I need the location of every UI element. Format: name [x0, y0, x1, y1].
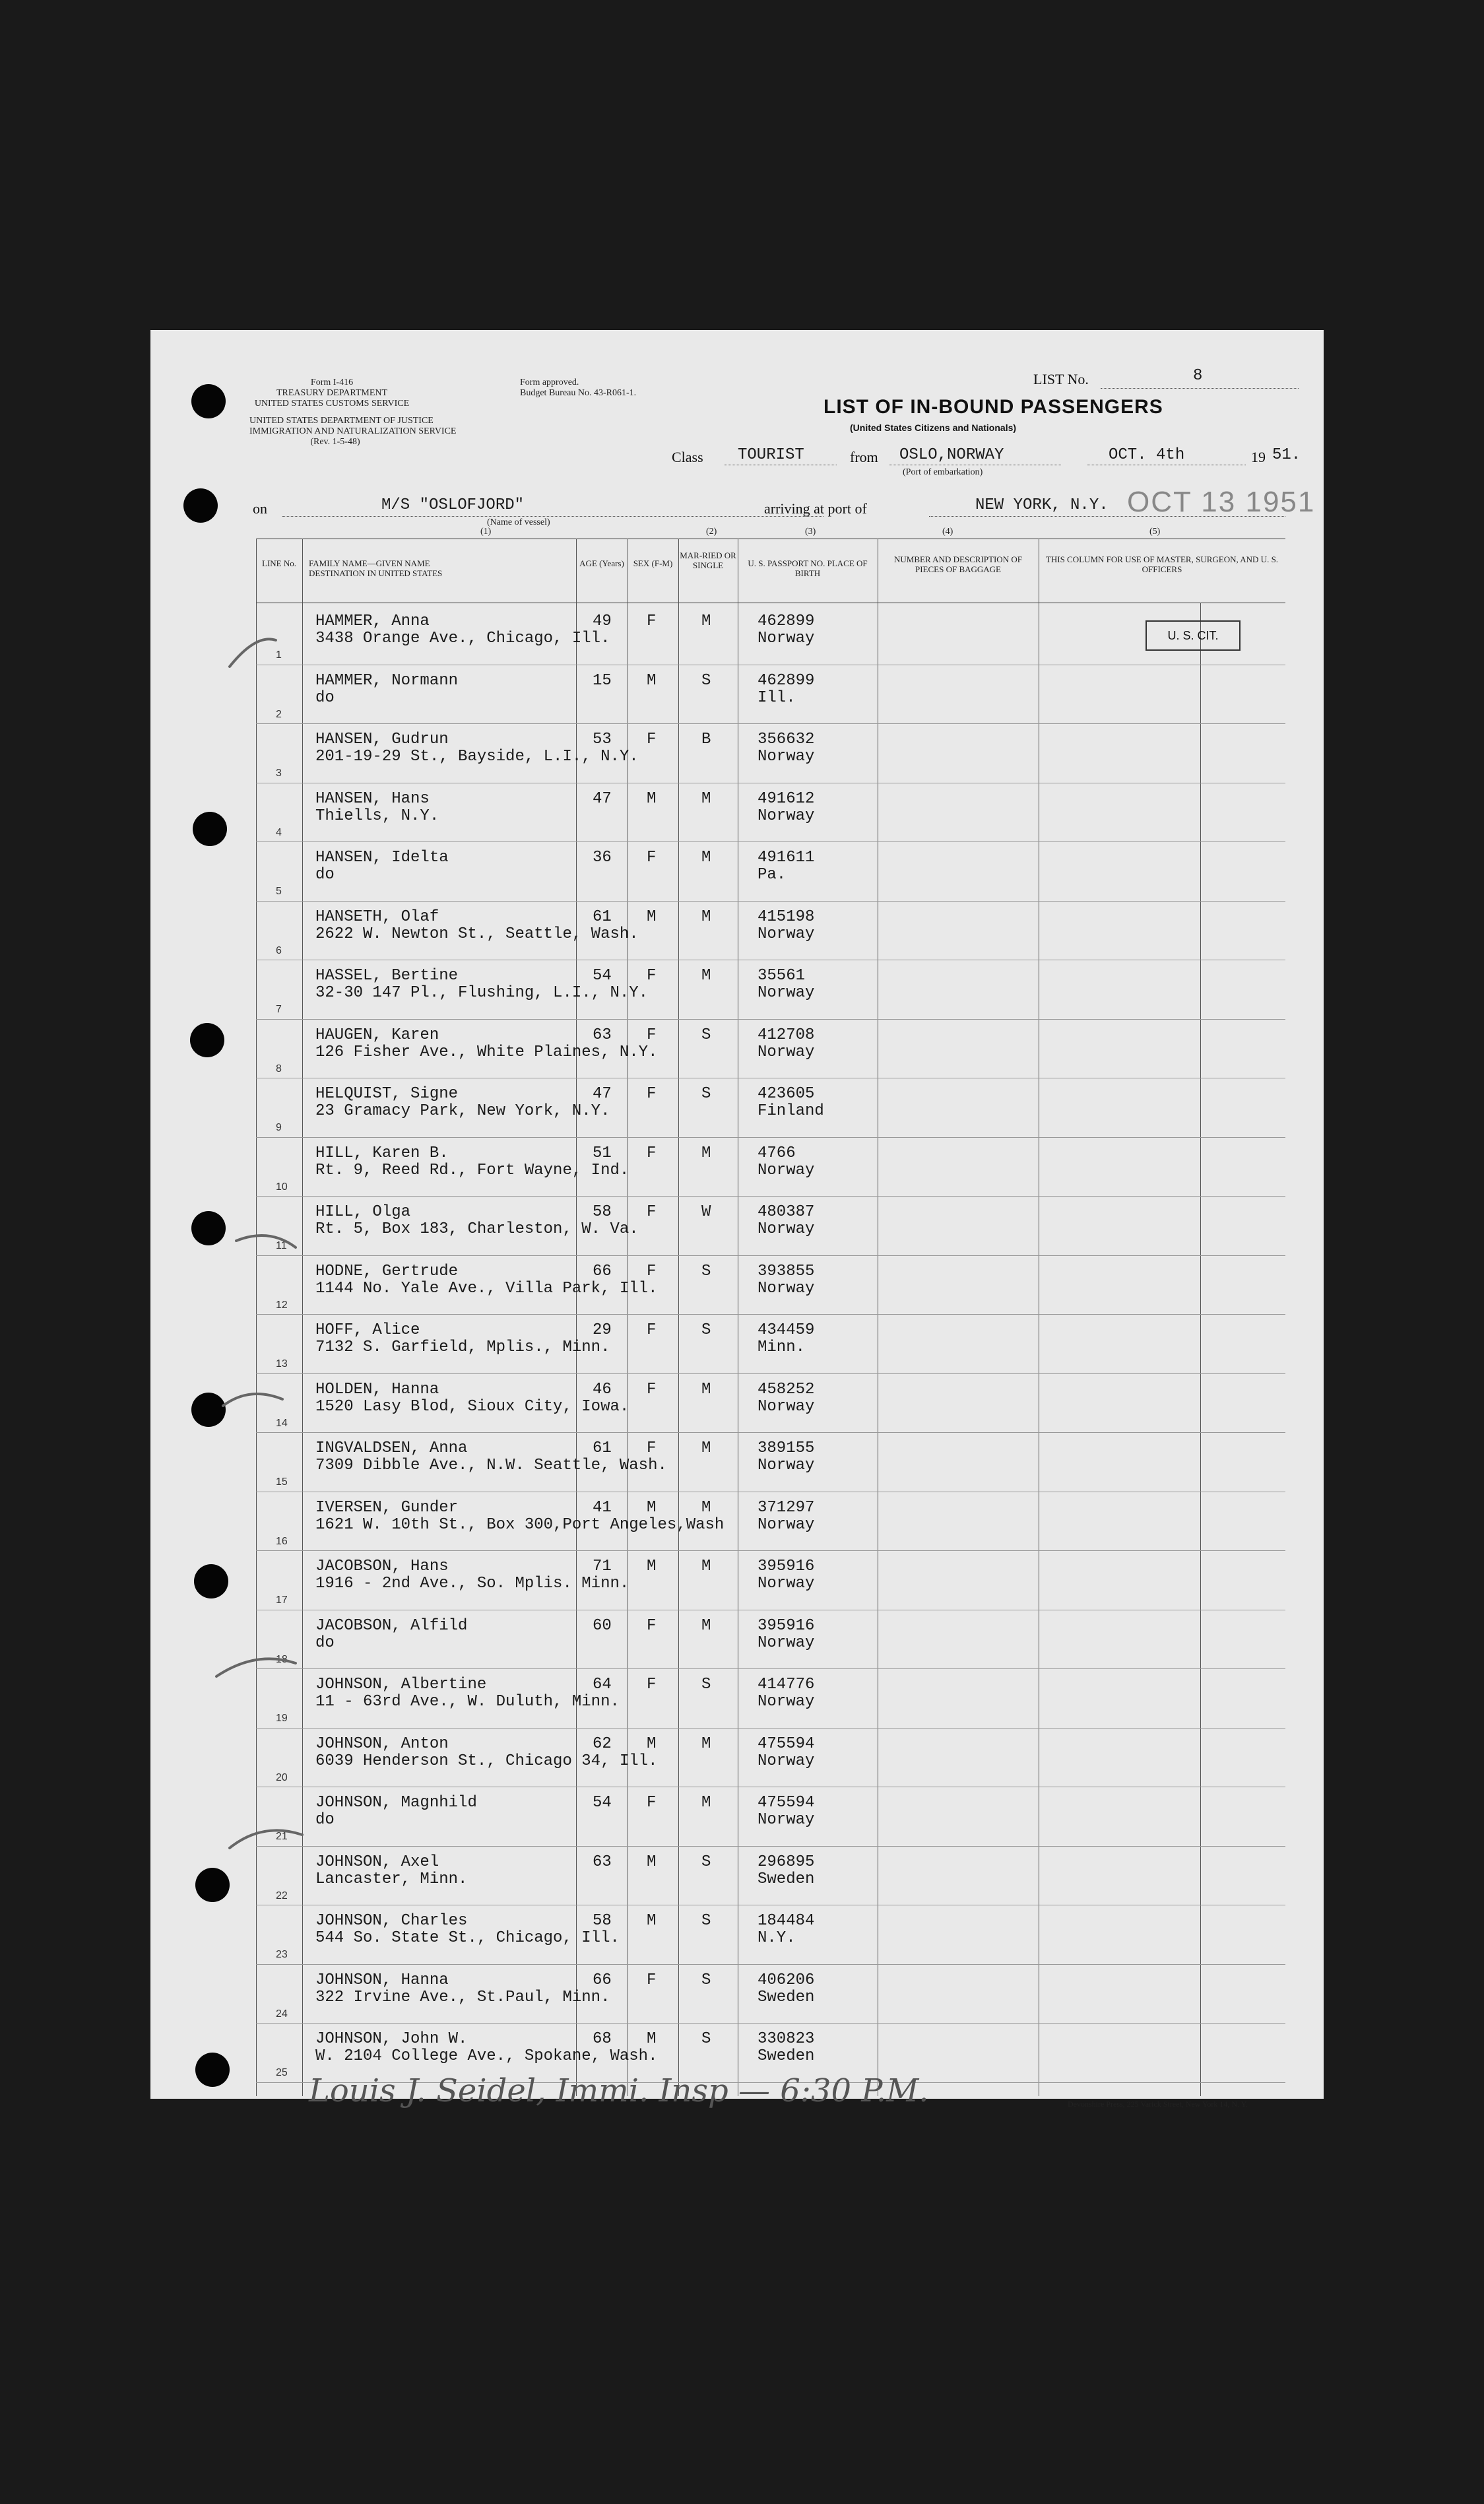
doj-label: UNITED STATES DEPARTMENT OF JUSTICE	[249, 416, 434, 426]
passenger-destination: Rt. 9, Reed Rd., Fort Wayne, Ind.	[315, 1161, 629, 1179]
passenger-age: 64	[593, 1676, 612, 1694]
vessel-name: M/S "OSLOFJORD"	[381, 496, 525, 514]
passenger-marital-status: S	[701, 1026, 711, 1044]
line-number: 4	[276, 826, 282, 838]
passenger-marital-status: M	[701, 612, 711, 630]
passenger-age: 51	[593, 1144, 612, 1162]
passenger-marital-status: M	[701, 967, 711, 985]
passenger-sex: M	[647, 907, 657, 926]
passenger-age: 58	[593, 1912, 612, 1930]
place-of-birth: Norway	[758, 1633, 815, 1652]
passenger-sex: M	[647, 1498, 657, 1517]
place-of-birth: Norway	[758, 1752, 815, 1770]
col-num-1: (1)	[480, 527, 492, 537]
passenger-marital-status: W	[701, 1203, 711, 1221]
arrival-date-stamp: OCT 13 1951	[1127, 486, 1316, 518]
line-number: 15	[276, 1476, 288, 1488]
passport-number: 395916	[758, 1616, 815, 1635]
passenger-destination: Lancaster, Minn.	[315, 1870, 468, 1888]
place-of-birth: Sweden	[758, 2047, 815, 2065]
year-value: 51.	[1272, 446, 1301, 464]
col-header-name: FAMILY NAME—GIVEN NAME DESTINATION IN UNITED STATES	[309, 558, 443, 578]
passenger-age: 36	[593, 849, 612, 867]
passenger-name: HOFF, Alice	[315, 1321, 420, 1339]
place-of-birth: Sweden	[758, 1988, 815, 2006]
col-header-sex: SEX (F-M)	[633, 558, 673, 568]
us-citizen-stamp: U. S. CIT.	[1145, 620, 1241, 651]
passenger-sex: M	[647, 1558, 657, 1575]
passenger-marital-status: M	[701, 1558, 711, 1575]
passenger-age: 66	[593, 1262, 612, 1280]
from-label: from	[850, 449, 878, 465]
line-number: 9	[276, 1122, 282, 1133]
passport-number: 356632	[758, 731, 815, 748]
date-value: OCT. 4th	[1109, 446, 1185, 464]
embark-note: (Port of embarkation)	[903, 467, 983, 477]
passport-number: 406206	[758, 1971, 815, 1989]
passenger-sex: F	[647, 1676, 657, 1694]
line-number: 14	[276, 1417, 288, 1429]
passenger-sex: F	[647, 731, 657, 748]
passenger-age: 71	[593, 1558, 612, 1575]
passenger-marital-status: M	[701, 1498, 711, 1517]
passenger-name: HILL, Olga	[315, 1203, 411, 1221]
passenger-destination: 1621 W. 10th St., Box 300,Port Angeles,Wash	[315, 1515, 725, 1534]
vessel-note: (Name of vessel)	[487, 517, 550, 527]
line-number: 21	[276, 1831, 288, 1842]
passport-number: 491611	[758, 849, 815, 867]
page-title: LIST OF IN-BOUND PASSENGERS	[823, 396, 1163, 418]
passenger-sex: M	[647, 789, 657, 808]
place-of-birth: Norway	[758, 984, 815, 1002]
line-number: 7	[276, 1004, 282, 1015]
passenger-destination: W. 2104 College Ave., Spokane, Wash.	[315, 2047, 658, 2065]
passenger-name: IVERSEN, Gunder	[315, 1498, 459, 1517]
budget-bureau: Budget Bureau No. 43-R061-1.	[520, 388, 637, 398]
passenger-marital-status: S	[701, 1321, 711, 1339]
passenger-age: 41	[593, 1498, 612, 1517]
passport-number: 395916	[758, 1558, 815, 1575]
place-of-birth: Norway	[758, 1043, 815, 1061]
line-number: 5	[276, 886, 282, 897]
col-num-5: (5)	[1149, 527, 1161, 537]
passenger-marital-status: S	[701, 671, 711, 690]
passenger-sex: F	[647, 1203, 657, 1221]
form-number: Form I-416	[310, 378, 354, 387]
passenger-marital-status: M	[701, 789, 711, 808]
passenger-destination: 1520 Lasy Blod, Sioux City, Iowa.	[315, 1397, 629, 1416]
treasury-label: TREASURY DEPARTMENT	[276, 388, 388, 398]
passenger-destination: Rt. 5, Box 183, Charleston, W. Va.	[315, 1220, 639, 1238]
arrival-port: NEW YORK, N.Y.	[975, 496, 1109, 514]
passenger-age: 63	[593, 1026, 612, 1044]
on-label: on	[253, 500, 267, 517]
passenger-destination: 6039 Henderson St., Chicago 34, Ill.	[315, 1752, 658, 1770]
passport-number: 462899	[758, 612, 815, 630]
passenger-destination: 201-19-29 St., Bayside, L.I., N.Y.	[315, 748, 639, 766]
passenger-sex: F	[647, 612, 657, 630]
passenger-destination: Thiells, N.Y.	[315, 807, 439, 825]
passenger-marital-status: M	[701, 1794, 711, 1812]
passenger-destination: 126 Fisher Ave., White Plaines, N.Y.	[315, 1043, 658, 1061]
passenger-sex: F	[647, 1026, 657, 1044]
passenger-destination: 544 So. State St., Chicago, Ill.	[315, 1929, 620, 1947]
passenger-age: 54	[593, 1794, 612, 1812]
list-no-label: LIST No.	[1033, 371, 1089, 387]
document-page	[150, 330, 1324, 2109]
col-header-age: AGE (Years)	[579, 558, 624, 568]
passenger-sex: M	[647, 671, 657, 690]
passenger-marital-status: S	[701, 1676, 711, 1694]
punch-hole	[183, 488, 218, 523]
passenger-age: 61	[593, 1439, 612, 1457]
passport-number: 475594	[758, 1734, 815, 1753]
place-of-birth: Norway	[758, 1279, 815, 1298]
punch-hole	[191, 384, 226, 418]
line-number: 8	[276, 1063, 282, 1074]
place-of-birth: Norway	[758, 748, 815, 766]
place-of-birth: Norway	[758, 1397, 815, 1416]
passport-number: 462899	[758, 671, 815, 690]
revision-label: (Rev. 1-5-48)	[310, 437, 360, 447]
passenger-sex: F	[647, 1971, 657, 1989]
passenger-marital-status: M	[701, 1144, 711, 1162]
passenger-name: HELQUIST, Signe	[315, 1085, 459, 1103]
passenger-age: 60	[593, 1616, 612, 1635]
place-of-birth: Norway	[758, 1220, 815, 1238]
passport-number: 423605	[758, 1085, 815, 1103]
passenger-age: 66	[593, 1971, 612, 1989]
place-of-birth: Minn.	[758, 1338, 806, 1356]
passenger-age: 54	[593, 967, 612, 985]
passenger-marital-status: M	[701, 907, 711, 926]
passenger-destination: 3438 Orange Ave., Chicago, Ill.	[315, 630, 610, 647]
passenger-name: HANSEN, Idelta	[315, 849, 449, 867]
passenger-name: JOHNSON, Charles	[315, 1912, 468, 1930]
check-marks	[177, 594, 348, 2112]
line-number: 12	[276, 1299, 288, 1311]
passenger-name: HASSEL, Bertine	[315, 967, 459, 985]
line-number: 22	[276, 1890, 288, 1901]
printer-credit: Devonshire Press, 225 Varick Street, New York 14, N. Y.	[1068, 2099, 1248, 2109]
passport-number: 414776	[758, 1676, 815, 1694]
col-header-married: MAR-RIED OR SINGLE	[680, 550, 736, 570]
col-num-2: (2)	[706, 527, 717, 537]
passenger-marital-status: M	[701, 1380, 711, 1399]
form-number-block	[249, 378, 414, 409]
col-header-line: LINE No.	[262, 558, 296, 568]
passenger-name: JOHNSON, Magnhild	[315, 1794, 477, 1812]
passenger-age: 53	[593, 731, 612, 748]
passport-number: 35561	[758, 967, 806, 985]
passenger-sex: F	[647, 1794, 657, 1812]
passport-number: 415198	[758, 907, 815, 926]
passport-number: 393855	[758, 1262, 815, 1280]
passenger-name: HAUGEN, Karen	[315, 1026, 439, 1044]
passenger-name: HOLDEN, Hanna	[315, 1380, 439, 1399]
line-number: 1	[276, 649, 282, 661]
line-number: 24	[276, 2008, 288, 2020]
passenger-name: JOHNSON, Hanna	[315, 1971, 449, 1989]
passenger-sex: F	[647, 967, 657, 985]
passenger-name: JACOBSON, Alfild	[315, 1616, 468, 1635]
passenger-name: JOHNSON, Axel	[315, 1853, 439, 1871]
passenger-name: HAMMER, Anna	[315, 612, 430, 630]
passport-number: 184484	[758, 1912, 815, 1930]
passenger-sex: M	[647, 2030, 657, 2048]
passenger-destination: 1144 No. Yale Ave., Villa Park, Ill.	[315, 1279, 658, 1298]
passenger-name: HANSEN, Gudrun	[315, 731, 449, 748]
from-value: OSLO,NORWAY	[899, 446, 1004, 464]
passenger-marital-status: M	[701, 1439, 711, 1457]
passenger-marital-status: M	[701, 849, 711, 867]
class-value: TOURIST	[738, 446, 804, 464]
col-header-passport: U. S. PASSPORT NO. PLACE OF BIRTH	[748, 558, 868, 578]
passenger-age: 58	[593, 1203, 612, 1221]
place-of-birth: Norway	[758, 1693, 815, 1711]
passenger-age: 68	[593, 2030, 612, 2048]
passport-number: 4766	[758, 1144, 796, 1162]
passenger-age: 47	[593, 1085, 612, 1103]
passenger-destination: do	[315, 1633, 335, 1652]
passport-number: 475594	[758, 1794, 815, 1812]
check-mark	[230, 639, 276, 667]
passenger-marital-status: B	[701, 731, 711, 748]
passport-number: 371297	[758, 1498, 815, 1517]
passenger-destination: 7132 S. Garfield, Mplis., Minn.	[315, 1338, 610, 1356]
check-mark	[236, 1236, 296, 1247]
line-number: 23	[276, 1949, 288, 1960]
ins-label: IMMIGRATION AND NATURALIZATION SERVICE	[249, 426, 457, 436]
line-number: 6	[276, 944, 282, 956]
col-header-baggage: NUMBER AND DESCRIPTION OF PIECES OF BAGGAGE	[894, 554, 1022, 574]
passenger-destination: 7309 Dibble Ave., N.W. Seattle, Wash.	[315, 1457, 667, 1474]
passport-number: 412708	[758, 1026, 815, 1044]
check-mark	[216, 1659, 296, 1676]
line-number: 19	[276, 1713, 288, 1724]
passenger-sex: F	[647, 1085, 657, 1103]
passenger-name: JACOBSON, Hans	[315, 1558, 449, 1575]
passenger-sex: F	[647, 1616, 657, 1635]
inspector-signature: Louis J. Seidel, Immi. Insp — 6:30 P.M.	[309, 2072, 929, 2109]
line-number: 13	[276, 1358, 288, 1369]
passenger-destination: 23 Gramacy Park, New York, N.Y.	[315, 1102, 610, 1120]
line-number: 2	[276, 708, 282, 720]
passenger-sex: M	[647, 1853, 657, 1871]
passenger-destination: do	[315, 866, 335, 884]
passenger-name: JOHNSON, John W.	[315, 2030, 468, 2048]
passenger-destination: 322 Irvine Ave., St.Paul, Minn.	[315, 1988, 610, 2006]
col-num-3: (3)	[805, 527, 816, 537]
passenger-age: 29	[593, 1321, 612, 1339]
line-number: 20	[276, 1771, 288, 1783]
passenger-marital-status: M	[701, 1616, 711, 1635]
place-of-birth: Norway	[758, 1575, 815, 1593]
passenger-name: INGVALDSEN, Anna	[315, 1439, 468, 1457]
passenger-name: HODNE, Gertrude	[315, 1262, 459, 1280]
place-of-birth: Pa.	[758, 866, 787, 884]
approval-block	[520, 378, 678, 399]
passenger-marital-status: M	[701, 1734, 711, 1753]
passenger-sex: F	[647, 1262, 657, 1280]
passenger-marital-status: S	[701, 1085, 711, 1103]
passenger-destination: 32-30 147 Pl., Flushing, L.I., N.Y.	[315, 984, 649, 1002]
place-of-birth: Norway	[758, 1161, 815, 1179]
passenger-name: HILL, Karen B.	[315, 1144, 449, 1162]
place-of-birth: Norway	[758, 1515, 815, 1534]
passenger-sex: F	[647, 849, 657, 867]
passenger-marital-status: S	[701, 1971, 711, 1989]
passenger-age: 49	[593, 612, 612, 630]
place-of-birth: N.Y.	[758, 1929, 796, 1947]
list-no-value: 8	[1193, 367, 1203, 385]
passenger-destination: do	[315, 1811, 335, 1829]
arriving-label: arriving at port of	[764, 500, 867, 517]
place-of-birth: Norway	[758, 807, 815, 825]
passport-number: 330823	[758, 2030, 815, 2048]
passenger-age: 62	[593, 1734, 612, 1753]
class-label: Class	[672, 449, 703, 465]
passenger-sex: M	[647, 1734, 657, 1753]
passenger-age: 63	[593, 1853, 612, 1871]
passenger-sex: F	[647, 1439, 657, 1457]
col-num-4: (4)	[942, 527, 953, 537]
passenger-name: HANSEN, Hans	[315, 789, 430, 808]
passenger-sex: F	[647, 1144, 657, 1162]
passenger-marital-status: S	[701, 1853, 711, 1871]
passenger-destination: do	[315, 688, 335, 707]
passenger-age: 15	[593, 671, 612, 690]
passport-number: 458252	[758, 1380, 815, 1399]
customs-label: UNITED STATES CUSTOMS SERVICE	[254, 399, 410, 409]
passport-number: 434459	[758, 1321, 815, 1339]
passenger-sex: F	[647, 1321, 657, 1339]
page-subtitle: (United States Citizens and Nationals)	[850, 422, 1017, 433]
place-of-birth: Sweden	[758, 1870, 815, 1888]
passenger-age: 61	[593, 907, 612, 926]
line-number: 10	[276, 1181, 288, 1193]
col-header-officers: THIS COLUMN FOR USE OF MASTER, SURGEON, AND U. S. OFFICERS	[1045, 554, 1279, 574]
passenger-marital-status: S	[701, 2030, 711, 2048]
passport-number: 296895	[758, 1853, 815, 1871]
place-of-birth: Finland	[758, 1102, 824, 1120]
passenger-marital-status: S	[701, 1262, 711, 1280]
passenger-sex: F	[647, 1380, 657, 1399]
check-mark	[223, 1394, 282, 1406]
year-prefix: 19	[1251, 449, 1266, 465]
place-of-birth: Norway	[758, 925, 815, 943]
passenger-name: HAMMER, Normann	[315, 671, 459, 690]
passenger-name: HANSETH, Olaf	[315, 907, 439, 926]
line-number: 3	[276, 768, 282, 779]
place-of-birth: Norway	[758, 630, 815, 647]
line-number: 25	[276, 2067, 288, 2078]
doj-block	[249, 416, 457, 447]
place-of-birth: Ill.	[758, 688, 796, 707]
passport-number: 491612	[758, 789, 815, 808]
passenger-destination: 2622 W. Newton St., Seattle, Wash.	[315, 925, 639, 943]
passport-number: 389155	[758, 1439, 815, 1457]
passenger-marital-status: S	[701, 1912, 711, 1930]
line-number: 18	[276, 1653, 288, 1665]
place-of-birth: Norway	[758, 1811, 815, 1829]
check-mark	[230, 1830, 302, 1848]
passenger-age: 46	[593, 1380, 612, 1399]
line-number: 11	[276, 1240, 287, 1251]
passenger-destination: 11 - 63rd Ave., W. Duluth, Minn.	[315, 1693, 620, 1711]
place-of-birth: Norway	[758, 1457, 815, 1474]
line-number: 16	[276, 1535, 288, 1547]
form-approved: Form approved.	[520, 378, 579, 387]
passenger-name: JOHNSON, Anton	[315, 1734, 449, 1753]
passenger-name: JOHNSON, Albertine	[315, 1676, 487, 1694]
passenger-destination: 1916 - 2nd Ave., So. Mplis. Minn.	[315, 1575, 629, 1593]
passport-number: 480387	[758, 1203, 815, 1221]
line-number: 17	[276, 1595, 288, 1606]
passenger-age: 47	[593, 789, 612, 808]
passenger-sex: M	[647, 1912, 657, 1930]
